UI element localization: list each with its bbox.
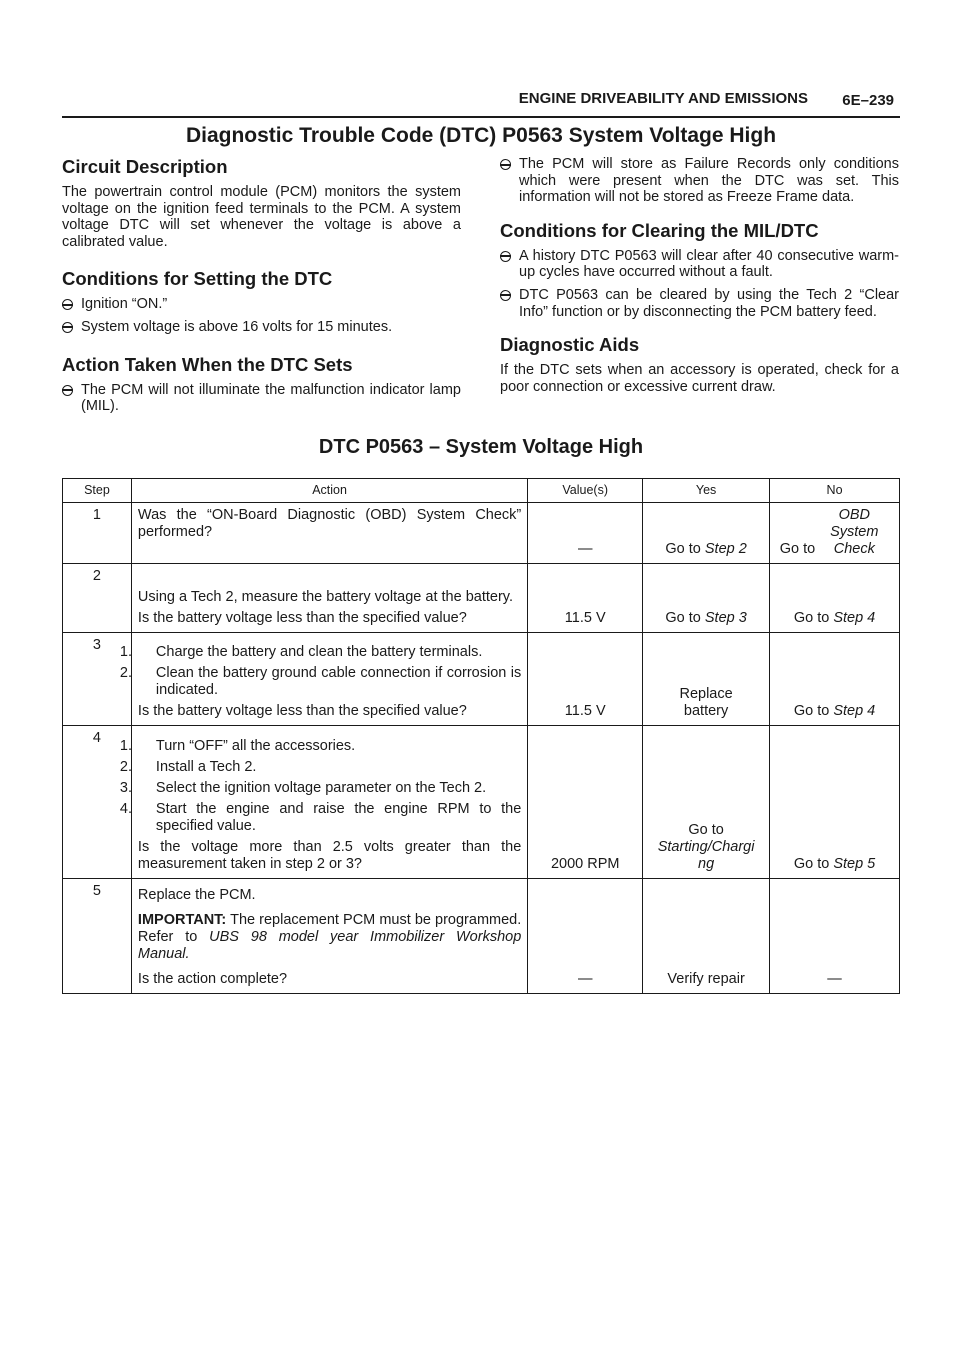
right-column bbox=[500, 156, 899, 409]
list-item: The PCM will not illuminate the malfunction indicator lamp (MIL). bbox=[62, 382, 461, 415]
table-row bbox=[63, 503, 900, 564]
table-row bbox=[63, 726, 900, 879]
step-no: Go to Step 4 bbox=[770, 564, 900, 633]
page-number: 6E–239 bbox=[842, 92, 894, 109]
step-action: 1. Charge the battery and clean the battery terminals. 2. Clean the battery ground cable connection if corrosion is indicated. Is the battery voltage less than the specified value? bbox=[131, 633, 527, 726]
setting-conditions-list bbox=[62, 296, 461, 335]
step-no: Go to OBD System Check bbox=[770, 503, 900, 564]
step-value: 11.5 V bbox=[528, 564, 643, 633]
step-value: 2000 RPM bbox=[528, 726, 643, 879]
bullet-icon bbox=[62, 299, 73, 310]
header-values: Value(s) bbox=[528, 479, 643, 503]
step-link[interactable]: Step 4 bbox=[833, 703, 876, 719]
header-action: Action bbox=[131, 479, 527, 503]
step-yes: Go to Starting/Charging bbox=[643, 726, 770, 879]
step-link[interactable]: Step 5 bbox=[833, 856, 876, 872]
step-yes: Go to Step 2 bbox=[643, 503, 770, 564]
step-number: 2 bbox=[63, 564, 132, 633]
manual-reference: UBS 98 model year Immobilizer Workshop Manual. bbox=[137, 929, 522, 962]
action-taken-heading: Action Taken When the DTC Sets bbox=[62, 353, 353, 375]
step-action: Using a Tech 2, measure the battery voltage at the battery. Is the battery voltage less than the specified value? bbox=[131, 564, 527, 633]
bullet-icon bbox=[500, 159, 511, 170]
page-header bbox=[62, 88, 900, 118]
list-item: A history DTC P0563 will clear after 40 consecutive warm-up cycles have occurred without a fault. bbox=[500, 248, 899, 281]
step-no: — bbox=[770, 879, 900, 994]
list-item: DTC P0563 can be cleared by using the Tech 2 “Clear Info” function or by disconnecting the PCM battery feed. bbox=[500, 287, 899, 320]
diagnostic-table bbox=[62, 478, 900, 994]
list-item: The PCM will store as Failure Records only conditions which were present when the DTC was set. This information will not be stored as Freeze Frame data. bbox=[500, 156, 899, 206]
circuit-description-text: The powertrain control module (PCM) monitors the system voltage on the ignition feed terminals to the PCM. A system voltage DTC will set whenever the voltage is above a calibrated value. bbox=[62, 184, 461, 250]
step-number: 5 bbox=[63, 879, 132, 994]
obd-check-link[interactable]: OBD System Check bbox=[830, 507, 879, 557]
step-value: — bbox=[528, 503, 643, 564]
step-yes: Go to Step 3 bbox=[643, 564, 770, 633]
list-item: System voltage is above 16 volts for 15 minutes. bbox=[62, 319, 461, 336]
step-number: 4 bbox=[63, 726, 132, 879]
list-item: Ignition “ON.” bbox=[62, 296, 461, 313]
step-yes: Verify repair bbox=[643, 879, 770, 994]
step-value: 11.5 V bbox=[528, 633, 643, 726]
bullet-icon bbox=[500, 290, 511, 301]
page-title: Diagnostic Trouble Code (DTC) P0563 System Voltage High bbox=[185, 124, 777, 147]
step-link[interactable]: Step 4 bbox=[833, 610, 876, 626]
clearing-conditions-list bbox=[500, 248, 899, 320]
step-link[interactable]: Step 3 bbox=[704, 610, 747, 626]
step-action: Was the “ON-Board Diagnostic (OBD) System Check” performed? bbox=[131, 503, 527, 564]
header-step: Step bbox=[63, 479, 132, 503]
bullet-icon bbox=[62, 385, 73, 396]
step-value: — bbox=[528, 879, 643, 994]
table-row bbox=[63, 879, 900, 994]
step-no: Go to Step 5 bbox=[770, 726, 900, 879]
bullet-icon bbox=[62, 322, 73, 333]
table-title: DTC P0563 – System Voltage High bbox=[318, 436, 644, 458]
step-no: Go to Step 4 bbox=[770, 633, 900, 726]
step-number: 1 bbox=[63, 503, 132, 564]
table-header-row bbox=[63, 479, 900, 503]
header-yes: Yes bbox=[643, 479, 770, 503]
setting-conditions-heading: Conditions for Setting the DTC bbox=[62, 268, 333, 290]
step-link[interactable]: Step 2 bbox=[704, 541, 747, 557]
action-taken-list bbox=[62, 382, 461, 415]
circuit-description-heading: Circuit Description bbox=[62, 156, 228, 177]
step-number: 3 bbox=[63, 633, 132, 726]
table-row bbox=[63, 564, 900, 633]
diagnostic-aids-text: If the DTC sets when an accessory is operated, check for a poor connection or excessive current draw. bbox=[500, 362, 899, 395]
bullet-icon bbox=[500, 251, 511, 262]
important-label: IMPORTANT: bbox=[137, 912, 227, 928]
step-yes: Replace battery bbox=[643, 633, 770, 726]
section-title: ENGINE DRIVEABILITY AND EMISSIONS bbox=[518, 90, 808, 107]
clearing-conditions-heading: Conditions for Clearing the MIL/DTC bbox=[500, 219, 819, 241]
action-taken-list-continued bbox=[500, 156, 899, 206]
diagnostic-aids-heading: Diagnostic Aids bbox=[500, 334, 640, 356]
header-no: No bbox=[770, 479, 900, 503]
table-row bbox=[63, 633, 900, 726]
step-action: 1. Turn “OFF” all the accessories. 2. Install a Tech 2. 3. Select the ignition voltage parameter on the Tech 2. 4. Start the engine and raise the engine RPM to the specified value. Is the voltage more than 2.5 volts greater than the measurement taken in step 2 or 3? bbox=[131, 726, 527, 879]
starting-charging-link[interactable]: Starting/Charging bbox=[657, 839, 755, 872]
left-column bbox=[62, 156, 461, 429]
step-action: Replace the PCM. IMPORTANT: The replacement PCM must be programmed. Refer to UBS 98 model year Immobilizer Workshop Manual. Is the action complete? bbox=[131, 879, 527, 994]
